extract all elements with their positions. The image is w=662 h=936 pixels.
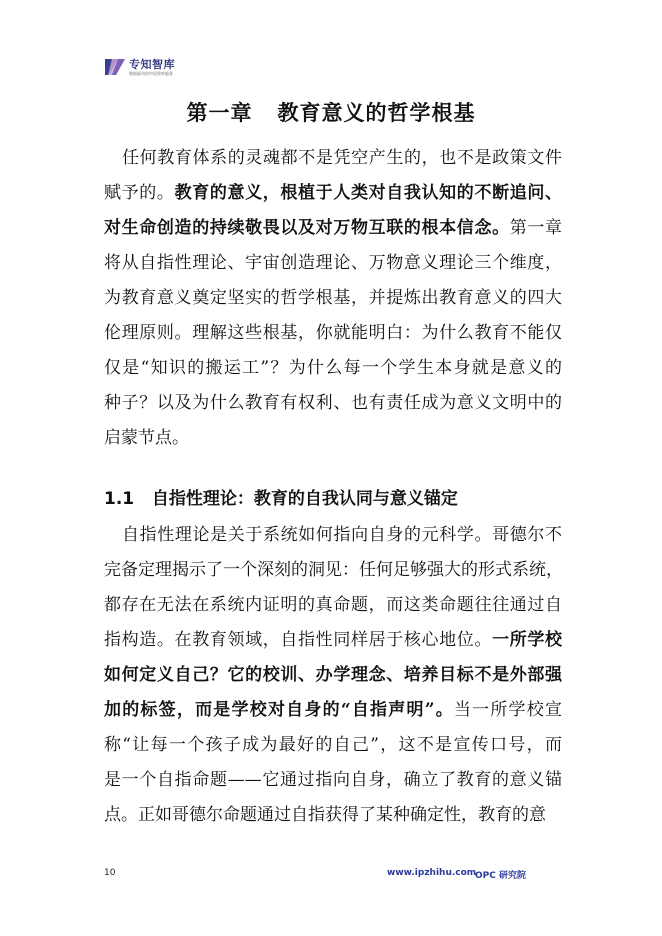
text-segment: 将从自指性理论、宇宙创造理论、万物意义理论三个维度， bbox=[104, 253, 562, 273]
bold-text-segment: 一所学校 bbox=[492, 630, 563, 650]
text-segment: 是一个自指命题——它通过指向自身，确立了教育的意义锚 bbox=[104, 770, 562, 790]
footer-organization: OPC 研究院 bbox=[475, 871, 526, 881]
logo-name: 专知智库 bbox=[129, 57, 175, 71]
text-segment: 完备定理揭示了一个深刻的洞见：任何足够强大的形式系统， bbox=[104, 560, 563, 580]
text-line bbox=[104, 351, 562, 386]
text-segment: 赋予的。 bbox=[104, 183, 175, 203]
text-segment: 都存在无法在系统内证明的真命题，而这类命题往往通过自 bbox=[104, 595, 562, 615]
paragraph-intro bbox=[104, 141, 562, 456]
page-number: 10 bbox=[104, 868, 116, 878]
text-line bbox=[104, 658, 562, 693]
text-segment: 称“让每一个孩子成为最好的自己”，这不是宣传口号，而 bbox=[104, 735, 562, 755]
text-line bbox=[104, 728, 562, 763]
text-line bbox=[104, 421, 562, 456]
logo-mark-icon bbox=[104, 56, 126, 78]
text-line bbox=[104, 141, 562, 176]
text-segment: 仅是“知识的搬运工”？为什么每一个学生本身就是意义的 bbox=[104, 358, 562, 378]
bold-text-segment: 加的标签，而是学校对自身的“自指声明”。 bbox=[104, 700, 454, 720]
text-segment: 第一章 bbox=[509, 218, 563, 238]
text-line bbox=[104, 763, 562, 798]
section-title: 1.1 自指性理论：教育的自我认同与意义锚定 bbox=[104, 489, 458, 509]
text-line bbox=[104, 623, 562, 658]
text-line bbox=[104, 588, 562, 623]
text-line bbox=[104, 246, 562, 281]
chapter-title: 第一章 教育意义的哲学根基 bbox=[186, 101, 476, 125]
bold-text-segment: 对生命创造的持续敬畏以及对万物互联的根本信念。 bbox=[104, 218, 510, 238]
text-line bbox=[104, 386, 562, 421]
text-line bbox=[104, 316, 562, 351]
text-segment: 当一所学校宣 bbox=[453, 700, 562, 720]
text-segment: 点。正如哥德尔命题通过自指获得了某种确定性，教育的意 bbox=[104, 805, 546, 825]
footer-website-link[interactable]: www.ipzhihu.com bbox=[387, 868, 477, 878]
text-line bbox=[104, 518, 562, 553]
text-line bbox=[104, 553, 562, 588]
text-segment: 任何教育体系的灵魂都不是凭空产生的，也不是政策文件 bbox=[122, 148, 562, 168]
text-segment: 种子？以及为什么教育有权利、也有责任成为意义文明中的 bbox=[104, 393, 562, 413]
text-line bbox=[104, 281, 562, 316]
text-segment: 启蒙节点。 bbox=[104, 428, 189, 448]
paragraph-self-reference bbox=[104, 518, 562, 833]
bold-text-segment: 如何定义自己？它的校训、办学理念、培养目标不是外部强 bbox=[104, 665, 562, 685]
text-line bbox=[104, 211, 562, 246]
text-segment: 伦理原则。理解这些根基，你就能明白：为什么教育不能仅 bbox=[104, 323, 562, 343]
text-segment: 自指性理论是关于系统如何指向自身的元科学。哥德尔不 bbox=[122, 525, 562, 545]
logo-subtitle: 数据驱动的中国智库服务 bbox=[129, 70, 173, 76]
text-segment: 为教育意义奠定坚实的哲学根基，并提炼出教育意义的四大 bbox=[104, 288, 562, 308]
logo bbox=[104, 56, 175, 78]
bold-text-segment: 教育的意义，根植于人类对自我认知的不断追问、 bbox=[174, 183, 563, 203]
text-line bbox=[104, 693, 562, 728]
text-segment: 指构造。在教育领域，自指性同样居于核心地位。 bbox=[104, 630, 493, 650]
text-line bbox=[104, 798, 562, 833]
text-line bbox=[104, 176, 562, 211]
